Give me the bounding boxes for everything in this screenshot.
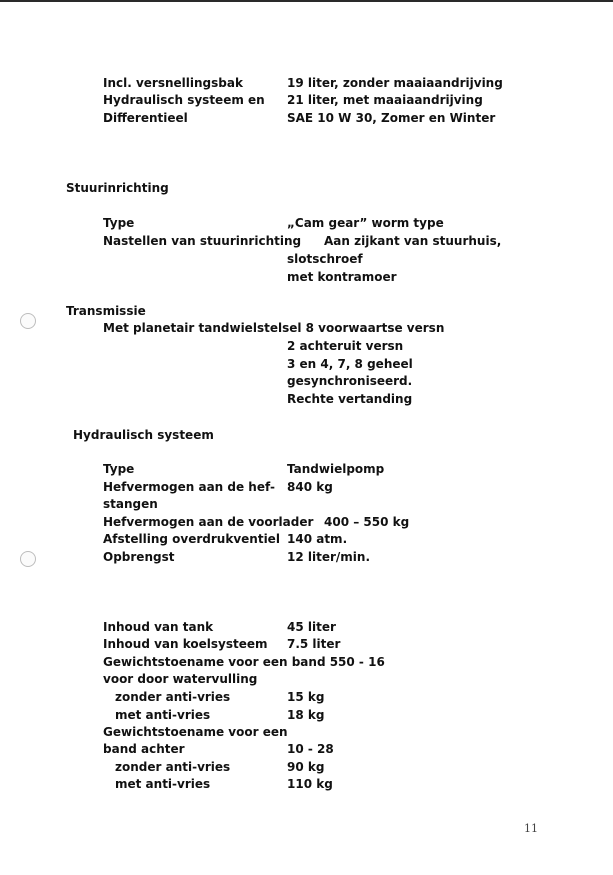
voor-zonder-antivries-label: zonder anti-vries xyxy=(115,690,231,704)
achter-met-antivries-value: 110 kg xyxy=(287,777,333,791)
achter-met-antivries-label: met anti-vries xyxy=(115,777,211,791)
achter-zonder-antivries-label: zonder anti-vries xyxy=(115,760,231,774)
voor-zonder-antivries-value: 15 kg xyxy=(287,690,325,704)
heading-transmissie: Transmissie xyxy=(66,304,146,318)
hydr-afstelling-label: Afstelling overdrukventiel xyxy=(103,532,280,546)
heading-stuurinrichting: Stuurinrichting xyxy=(66,181,169,195)
heading-hydraulisch-systeem: Hydraulisch systeem xyxy=(73,428,214,442)
inhoud-koel-value: 7.5 liter xyxy=(287,637,341,651)
transmissie-line-2: 2 achteruit versn xyxy=(287,339,404,353)
stuur-nastellen-label: Nastellen van stuurinrichting xyxy=(103,234,302,248)
transmissie-line-3: 3 en 4, 7, 8 geheel xyxy=(287,357,413,371)
inhoud-tank-value: 45 liter xyxy=(287,620,336,634)
hydr-type-value: Tandwielpomp xyxy=(287,462,385,476)
transmissie-line-1: Met planetair tandwielstelsel 8 voorwaartse versn xyxy=(103,321,445,335)
hydr-opbrengst-value: 12 liter/min. xyxy=(287,550,370,564)
punch-hole-bottom xyxy=(20,551,36,567)
row-hydraulisch-value: 21 liter, met maaiaandrijving xyxy=(287,93,483,107)
achter-zonder-antivries-value: 90 kg xyxy=(287,760,325,774)
page-number: 11 xyxy=(524,822,538,835)
gewicht-achter-value: 10 - 28 xyxy=(287,742,334,756)
gewicht-achter-line-1: Gewichtstoename voor een xyxy=(103,725,288,739)
row-versnellingsbak-value: 19 liter, zonder maaiaandrijving xyxy=(287,76,503,90)
hydr-hefvermogen-value: 840 kg xyxy=(287,480,333,494)
hydr-type-label: Type xyxy=(103,462,135,476)
hydr-hefvermogen-label-2: stangen xyxy=(103,497,158,511)
transmissie-line-4: gesynchroniseerd. xyxy=(287,374,413,388)
hydr-hefvermogen-label-1: Hefvermogen aan de hef- xyxy=(103,480,275,494)
punch-hole-top xyxy=(20,313,36,329)
voor-met-antivries-label: met anti-vries xyxy=(115,708,211,722)
gewicht-voor-line-1: Gewichtstoename voor een band 550 - 16 xyxy=(103,655,385,669)
hydr-opbrengst-label: Opbrengst xyxy=(103,550,175,564)
gewicht-voor-line-2: voor door watervulling xyxy=(103,672,258,686)
stuur-nastellen-value-3: met kontramoer xyxy=(287,270,397,284)
hydr-voorlader-label: Hefvermogen aan de voorlader xyxy=(103,515,314,529)
hydr-voorlader-value: 400 – 550 kg xyxy=(324,515,410,529)
gewicht-achter-line-2: band achter xyxy=(103,742,185,756)
stuur-nastellen-value-2: slotschroef xyxy=(287,252,363,266)
row-versnellingsbak-label: Incl. versnellingsbak xyxy=(103,76,243,90)
hydr-afstelling-value: 140 atm. xyxy=(287,532,348,546)
transmissie-line-5: Rechte vertanding xyxy=(287,392,413,406)
inhoud-koel-label: Inhoud van koelsysteem xyxy=(103,637,268,651)
inhoud-tank-label: Inhoud van tank xyxy=(103,620,214,634)
stuur-type-value: „Cam gear” worm type xyxy=(287,216,444,230)
stuur-nastellen-value-1: Aan zijkant van stuurhuis, xyxy=(324,234,502,248)
row-differentieel-label: Differentieel xyxy=(103,111,188,125)
row-hydraulisch-label: Hydraulisch systeem en xyxy=(103,93,265,107)
voor-met-antivries-value: 18 kg xyxy=(287,708,325,722)
row-differentieel-value: SAE 10 W 30, Zomer en Winter xyxy=(287,111,496,125)
top-border-line xyxy=(0,0,613,2)
stuur-type-label: Type xyxy=(103,216,135,230)
